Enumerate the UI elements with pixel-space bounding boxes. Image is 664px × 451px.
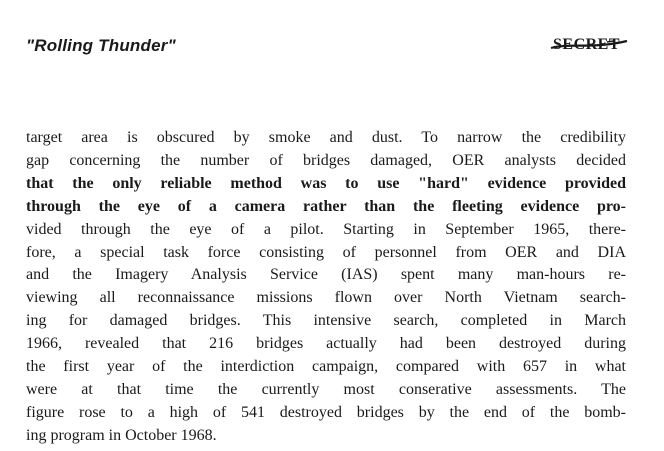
text-line: and the Imagery Analysis Service (IAS) spent many man-hours re-: [26, 266, 626, 284]
text-line: vided through the eye of a pilot. Starting in September 1965, there-: [26, 220, 626, 238]
text-line: that the only reliable method was to use "hard" evidence provided: [26, 174, 626, 192]
strikethrough-mark: [549, 39, 629, 53]
text-line: ing for damaged bridges. This intensive search, completed in March: [26, 312, 626, 330]
text-line: figure rose to a high of 541 destroyed bridges by the end of the bomb-: [26, 403, 626, 421]
text-line: through the eye of a camera rather than the fleeting evidence pro-: [26, 197, 626, 215]
text-line: ing program in October 1968.: [26, 426, 217, 444]
text-line: fore, a special task force consisting of personnel from OER and DIA: [26, 243, 626, 261]
text-line: 1966, revealed that 216 bridges actually had been destroyed during: [26, 335, 626, 353]
text-line: gap concerning the number of bridges damaged, OER analysts decided: [26, 151, 626, 169]
text-line: the first year of the interdiction campaign, compared with 657 in what: [26, 358, 626, 376]
text-line: were at that time the currently most conserative assessments. The: [26, 380, 626, 398]
classification-label: SECRET: [553, 36, 621, 53]
text-line: viewing all reconnaissance missions flown over North Vietnam search-: [26, 289, 626, 307]
classification-marking: [553, 36, 620, 54]
running-header-title: "Rolling Thunder": [26, 36, 176, 55]
body-paragraph: [26, 127, 626, 448]
text-line: target area is obscured by smoke and dust. To narrow the credibility: [26, 129, 626, 146]
